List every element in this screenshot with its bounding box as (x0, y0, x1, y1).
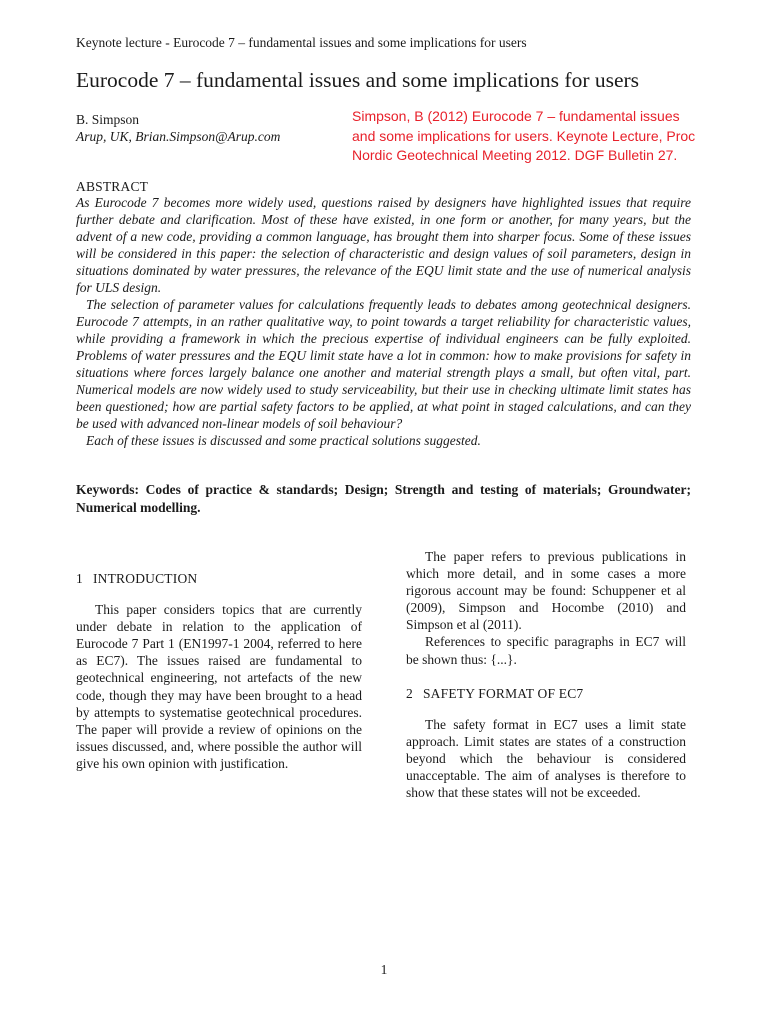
abstract-heading: ABSTRACT (76, 179, 149, 194)
citation-note (352, 107, 742, 166)
citation-line: Simpson, B (2012) Eurocode 7 – fundamental issues (352, 108, 680, 124)
keywords: Keywords: Codes of practice & standards; Design; Strength and testing of materials; Groundwater; Numerical modelling. (76, 482, 691, 515)
abstract-body (76, 194, 691, 449)
abstract-paragraph: The selection of parameter values for calculations frequently leads to debates among geotechnical designers. Eurocode 7 attempts, in an rather qualitative way, to point towards a target reliability for characteristic values, while providing a framework in which the precious expertise of individual engineers can be fully exploited. Problems of water pressures and the EQU limit state have a lot in common: how to make provisions for safety in situations where forces largely balance one another and material strength plays a small, but often vital, part. Numerical models are now widely used to study serviceability, but their use in checking ultimate limit states has been questioned; how are partial safety factors to be applied, at what point in staged calculations, and can they be used with advanced non-linear models of soil behaviour? (76, 297, 691, 431)
running-header: Keynote lecture - Eurocode 7 – fundamental issues and some implications for users (76, 35, 527, 50)
abstract-paragraph: As Eurocode 7 becomes more widely used, questions raised by designers have highlighted issues that require further debate and clarification. Most of these have existed, in one form or another, for many years, but the advent of a new code, providing a common language, has brought them into sharper focus. Some of these issues will be considered in this paper: the selection of characteristic and design values of soil parameters, design in situations dominated by water pressures, the relevance of the EQU limit state and the use of numerical analysis for ULS design. (76, 195, 691, 295)
intro-continued-paragraph: The paper refers to previous publications in which more detail, and in some cases a more rigorous account may be found: Schuppener et al (2009), Simpson and Hocombe (2010) and Simpson et al (2011). (406, 549, 686, 633)
paper-title: Eurocode 7 – fundamental issues and some implications for users (76, 68, 640, 92)
section-title: SAFETY FORMAT OF EC7 (422, 685, 584, 701)
section-number: 2 (406, 685, 413, 701)
section-title: INTRODUCTION (92, 571, 198, 586)
introduction-paragraph: This paper considers topics that are currently under debate in relation to the application of Eurocode 7 Part 1 (EN1997-1 2004, referred to here as EC7). The issues raised are fundamental to geotechnical engineering, not artefacts of the new code, though they may have been brought to a head by attempts to systematise geotechnical procedures. The paper will provide a review of opinions on the issues discussed, and, where possible the author will give his own opinion with justification. (76, 602, 362, 771)
citation-line: and some implications for users. Keynote Lecture, Proc (352, 127, 696, 144)
abstract-paragraph: Each of these issues is discussed and some practical solutions suggested. (86, 433, 481, 448)
section-heading-safety-format (406, 685, 686, 702)
page-number: 1 (380, 962, 388, 977)
left-column (76, 570, 362, 772)
author-name: B. Simpson (76, 112, 140, 127)
safety-format-paragraph: The safety format in EC7 uses a limit state approach. Limit states are states of a construction beyond which the behaviour is considered unacceptable. The aim of analyses is therefore to show that these states will not be exceeded. (406, 716, 686, 801)
author-affiliation: Arup, UK, Brian.Simpson@Arup.com (76, 129, 281, 144)
section-number: 1 (76, 571, 83, 586)
citation-line: Nordic Geotechnical Meeting 2012. DGF Bulletin 27. (352, 147, 678, 163)
section-heading-introduction (76, 570, 362, 587)
intro-continued-paragraph: References to specific paragraphs in EC7 will be shown thus: {...}. (406, 634, 686, 667)
right-column (406, 548, 686, 801)
